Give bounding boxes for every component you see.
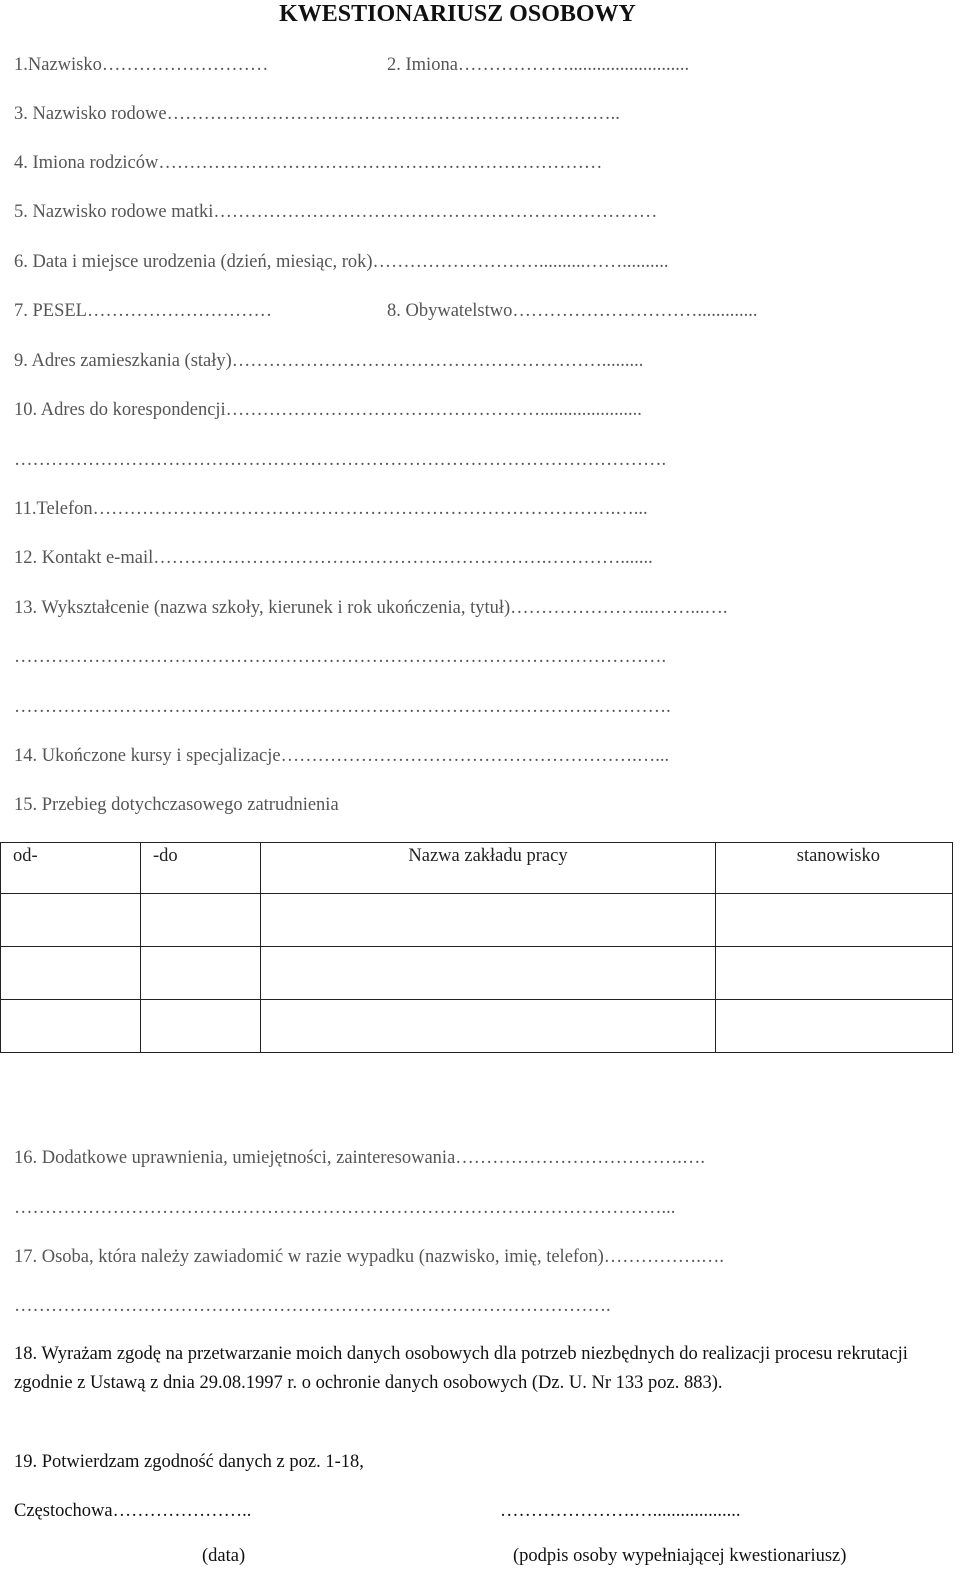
- col-header-position: stanowisko: [716, 843, 953, 894]
- employment-table: [0, 842, 953, 1053]
- field-phone[interactable]: 11.Telefon………………………………………………………………………….…...: [14, 499, 648, 519]
- table-row: [1, 894, 953, 947]
- confirmation-statement: 19. Potwierdzam zgodność danych z poz. 1-18,: [14, 1452, 364, 1472]
- table-row: [1, 947, 953, 1000]
- table-row: [1, 1000, 953, 1053]
- cell-position[interactable]: [716, 947, 953, 1000]
- col-header-from: od-: [1, 843, 141, 894]
- field-citizenship[interactable]: 8. Obywatelstwo………………………….............: [387, 301, 758, 321]
- field-surname[interactable]: 1.Nazwisko………………………: [14, 55, 269, 75]
- field-mother-maiden-name[interactable]: 5. Nazwisko rodowe matki………………………………………………………………: [14, 202, 658, 222]
- field-maiden-name[interactable]: 3. Nazwisko rodowe………………………………………………………………..: [14, 104, 620, 124]
- section-employment-history: 15. Przebieg dotychczasowego zatrudnienia: [14, 795, 339, 815]
- table-header-row: [1, 843, 953, 894]
- place-date-field[interactable]: Częstochowa…………………..: [14, 1501, 252, 1521]
- cell-employer[interactable]: [261, 1000, 716, 1053]
- form-title: KWESTIONARIUSZ OSOBOWY: [279, 1, 636, 27]
- date-label: (data): [202, 1546, 246, 1566]
- cell-position[interactable]: [716, 894, 953, 947]
- field-first-names[interactable]: 2. Imiona………………..........................: [387, 55, 690, 75]
- consent-statement: 18. Wyrażam zgodę na przetwarzanie moich danych osobowych dla potrzeb niezbędnych do realizacji procesu rekrutacji zgodnie z Ustawą z dnia 29.08.1997 r. o ochronie danych osobowych (Dz. U. Nr 133 poz. 883).: [14, 1344, 908, 1393]
- field-additional-skills[interactable]: 16. Dodatkowe uprawnienia, umiejętności, zainteresowania……………………………….….: [14, 1148, 706, 1168]
- cell-to[interactable]: [141, 1000, 261, 1053]
- col-header-employer: Nazwa zakładu pracy: [261, 843, 716, 894]
- cell-position[interactable]: [716, 1000, 953, 1053]
- cell-to[interactable]: [141, 947, 261, 1000]
- cell-to[interactable]: [141, 894, 261, 947]
- cell-from[interactable]: [1, 1000, 141, 1053]
- cell-employer[interactable]: [261, 947, 716, 1000]
- field-email[interactable]: 12. Kontakt e-mail……………………………………………………….………….......: [14, 548, 653, 568]
- signature-label: (podpis osoby wypełniającej kwestionariusz): [513, 1546, 847, 1566]
- cell-employer[interactable]: [261, 894, 716, 947]
- cell-from[interactable]: [1, 947, 141, 1000]
- col-header-to: -do: [141, 843, 261, 894]
- field-additional-skills-cont[interactable]: ……………………………………………………………………………………………...: [14, 1198, 676, 1218]
- field-pesel[interactable]: 7. PESEL…………………………: [14, 301, 272, 321]
- field-education-cont-2[interactable]: ………………………………………………………………………………….………….: [14, 697, 671, 717]
- field-parents-names[interactable]: 4. Imiona rodziców………………………………………………………………: [14, 153, 603, 173]
- signature-field[interactable]: ………………….…...................: [500, 1501, 741, 1521]
- field-emergency-contact-cont[interactable]: …………………………………………………………………………………….: [14, 1296, 611, 1316]
- field-emergency-contact[interactable]: 17. Osoba, która należy zawiadomić w razie wypadku (nazwisko, imię, telefon)…………….….: [14, 1247, 724, 1267]
- field-courses[interactable]: 14. Ukończone kursy i specjalizacje………………………………………………….…...: [14, 746, 670, 766]
- field-correspondence-address-cont[interactable]: …………………………………………………………………………………………….: [14, 450, 667, 470]
- field-education-cont-1[interactable]: …………………………………………………………………………………………….: [14, 647, 667, 667]
- field-birth-date-place[interactable]: 6. Data i miejsce urodzenia (dzień, miesiąc, rok)………………………..........……..........: [14, 252, 669, 272]
- field-permanent-address[interactable]: 9. Adres zamieszkania (stały)…………………………………………………….........: [14, 351, 644, 371]
- cell-from[interactable]: [1, 894, 141, 947]
- field-education[interactable]: 13. Wykształcenie (nazwa szkoły, kierunek i rok ukończenia, tytuł)…………………...……...….: [14, 598, 728, 618]
- field-correspondence-address[interactable]: 10. Adres do korespondencji……………………………………………......................: [14, 400, 642, 420]
